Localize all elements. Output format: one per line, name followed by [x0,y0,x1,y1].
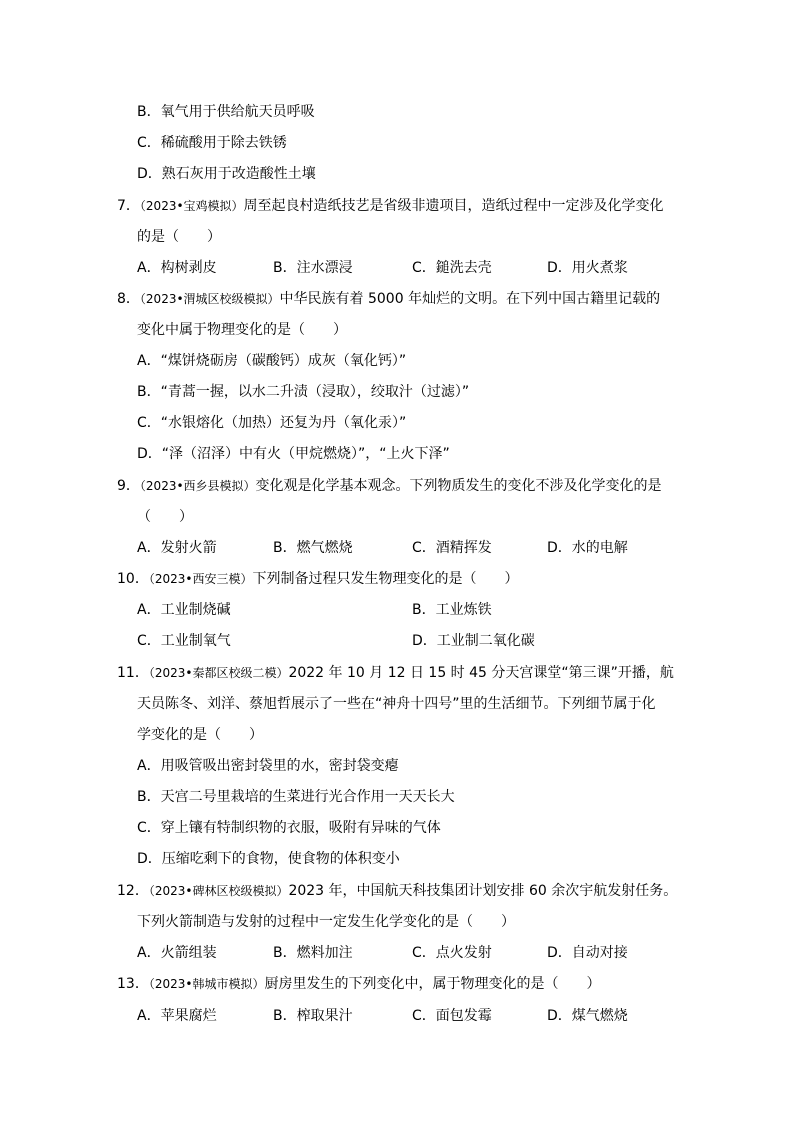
q9-options [137,538,657,558]
q7-stem-line-2: 的是（ ） [137,229,221,245]
q6-option-d: D．熟石灰用于改造酸性土壤 [137,166,316,182]
q8-option-a: A．“煤饼烧砺房（碳酸钙）成灰（氧化钙）” [137,353,407,369]
q8-option-c: C．“水银熔化（加热）还复为丹（氧化汞）” [137,415,407,431]
q13-option-d: D．煤气燃烧 [547,1008,628,1024]
q8-number: 8． [117,291,140,307]
q9-option-c: C．酒精挥发 [412,540,492,556]
q13-stem-line-1 [117,974,600,994]
q13-text-1: 厨房里发生的下列变化中，属于物理变化的是（ ） [264,976,601,992]
q8-option-d: D．“泽（沼泽）中有火（甲烷燃烧）”，“上火下泽” [137,446,450,462]
q13-source: （2023•韩城市模拟） [148,977,265,991]
q7-stem-line-1 [117,196,664,216]
q13-number: 13． [117,976,149,992]
q7-text-1: 周至起良村造纸技艺是省级非遗项目，造纸过程中一定涉及化学变化 [243,198,664,214]
q9-stem-line-2: （ ） [137,509,193,525]
q11-stem-line-1 [117,663,674,683]
q11-number: 11． [117,665,149,681]
q10-option-d: D．工业制二氧化碳 [412,633,535,649]
q7-options [137,258,657,278]
q8-source: （2023•渭城区校级模拟） [139,292,280,306]
q7-source: （2023•宝鸡模拟） [139,199,244,213]
q11-source: （2023•秦都区校级二模） [148,666,289,680]
q9-source: （2023•西乡县模拟） [139,479,256,493]
q10-option-c: C．工业制氧气 [137,633,231,649]
q13-option-a: A．苹果腐烂 [137,1008,217,1024]
q10-text-1: 下列制备过程只发生物理变化的是（ ） [252,571,519,587]
q8-stem-line-1 [117,289,660,309]
q11-option-b: B．天宫二号里栽培的生菜进行光合作用一天天长大 [137,789,455,805]
q12-option-b: B．燃料加注 [273,945,353,961]
q12-source: （2023•碑林区校级模拟） [148,884,289,898]
q10-option-a: A．工业制烧碱 [137,602,231,618]
q9-option-b: B．燃气燃烧 [273,540,353,556]
q12-stem-line-1 [117,881,677,901]
q7-option-d: D．用火煮浆 [547,260,628,276]
q10-source: （2023•西安三模） [148,572,253,586]
q6-option-b: B．氧气用于供给航天员呼吸 [137,104,315,120]
q12-option-d: D．自动对接 [547,945,628,961]
q13-options [137,1006,657,1026]
q11-option-a: A．用吸管吸出密封袋里的水，密封袋变瘪 [137,758,399,774]
q7-option-a: A．构树剥皮 [137,260,217,276]
q10-option-b: B．工业炼铁 [412,602,492,618]
q11-text-1: 2022 年 10 月 12 日 15 时 45 分天宫课堂“第三课”开播，航 [288,665,674,681]
q9-number: 9． [117,478,140,494]
q12-number: 12． [117,883,149,899]
q11-stem-line-3: 学变化的是（ ） [137,727,263,743]
q13-option-b: B．榨取果汁 [273,1008,353,1024]
q9-text-1: 变化观是化学基本观念。下列物质发生的变化不涉及化学变化的是 [255,478,662,494]
q12-stem-line-2: 下列火箭制造与发射的过程中一定发生化学变化的是（ ） [137,914,515,930]
q7-option-c: C．鎚洗去壳 [412,260,492,276]
q12-option-c: C．点火发射 [412,945,492,961]
q8-text-1: 中华民族有着 5000 年灿烂的文明。在下列中国古籍里记载的 [279,291,661,307]
q12-options [137,943,657,963]
q10-stem-line-1 [117,569,518,589]
q10-options-row-1 [137,600,657,620]
q10-options-row-2 [137,631,657,651]
q11-option-d: D．压缩吃剩下的食物，使食物的体积变小 [137,851,400,867]
q7-option-b: B．注水漂浸 [273,260,353,276]
q12-text-1: 2023 年，中国航天科技集团计划安排 60 余次宇航发射任务。 [288,883,678,899]
q8-stem-line-2: 变化中属于物理变化的是（ ） [137,322,347,338]
q9-stem-line-1 [117,476,662,496]
q9-option-a: A．发射火箭 [137,540,217,556]
q13-option-c: C．面包发霉 [412,1008,492,1024]
q8-option-b: B．“青蒿一握，以水二升渍（浸取），绞取汁（过滤）” [137,384,470,400]
q9-option-d: D．水的电解 [547,540,628,556]
q11-option-c: C．穿上镶有特制织物的衣服，吸附有异味的气体 [137,820,441,836]
q12-option-a: A．火箭组装 [137,945,217,961]
q10-number: 10． [117,571,149,587]
q7-number: 7． [117,198,140,214]
q6-option-c: C．稀硫酸用于除去铁锈 [137,135,287,151]
q11-stem-line-2: 天员陈冬、刘洋、蔡旭哲展示了一些在“神舟十四号”里的生活细节。下列细节属于化 [137,696,656,712]
